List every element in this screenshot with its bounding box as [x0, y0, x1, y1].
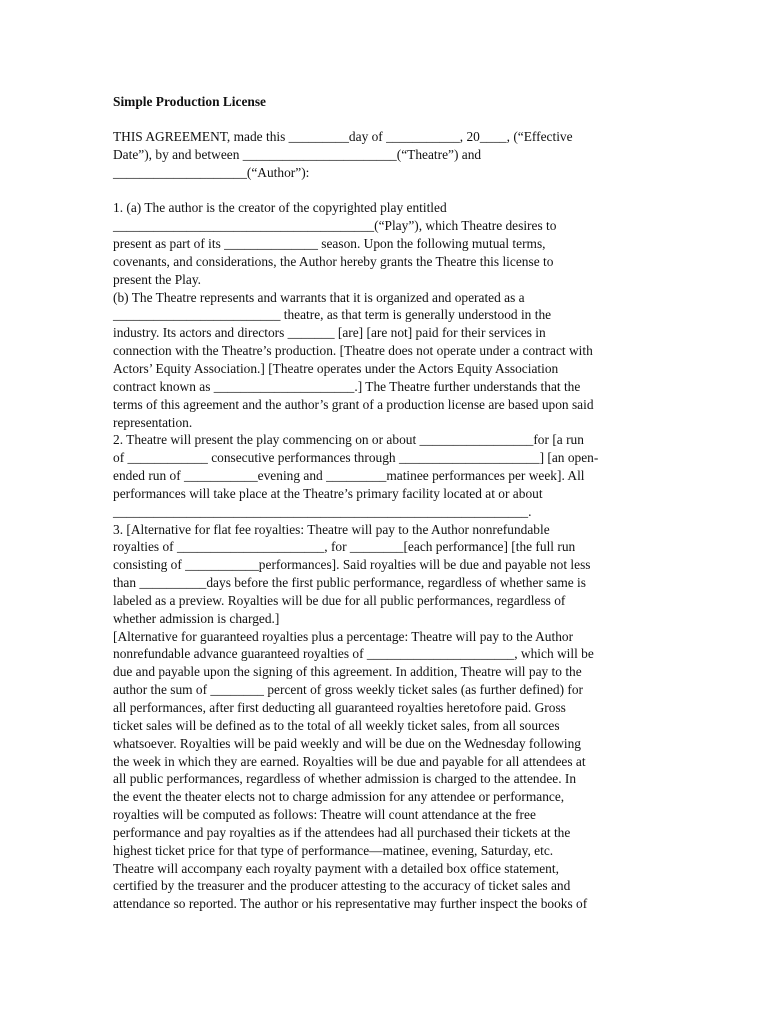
text-line: all performances, after first deducting all guaranteed royalties heretofore paid. Gross	[113, 700, 566, 715]
text-line: _______________________________________(“Play”), which Theatre desires to	[113, 218, 557, 234]
text-line: performance and pay royalties as if the attendees had all purchased their tickets at the	[113, 824, 571, 840]
text-line: whether admission is charged.]	[113, 610, 280, 626]
text-line: _________________________ theatre, as that term is generally understood in the	[113, 307, 552, 323]
text-line: Actors’ Equity Association.] [Theatre operates under the Actors Equity Association	[113, 360, 559, 376]
text-line: covenants, and considerations, the Author hereby grants the Theatre this license to	[113, 253, 554, 269]
intro-line: THIS AGREEMENT, made this _________day of ___________, 20____, (“Effective	[113, 129, 573, 145]
text-line: the event the theater elects not to charge admission for any attendee or performance,	[113, 789, 565, 805]
text-line: royalties of ______________________, for ________[each performance] [the full run	[113, 539, 576, 555]
text-line: terms of this agreement and the author’s grant of a production license are based upon said	[113, 396, 594, 412]
text-line: consisting of ___________performances]. Said royalties will be due and payable not less	[113, 557, 591, 573]
text-line: author the sum of ________ percent of gross weekly ticket sales (as further defined) for	[113, 682, 584, 698]
text-line: connection with the Theatre’s production. [Theatre does not operate under a contract with	[113, 343, 593, 359]
text-line: nonrefundable advance guaranteed royalties of ______________________, which will be	[113, 646, 594, 662]
text-line: representation.	[113, 414, 193, 430]
text-line: highest ticket price for that type of performance—matinee, evening, Saturday, etc.	[113, 842, 554, 858]
text-line: performances will take place at the Theatre’s primary facility located at or about	[113, 485, 543, 501]
text-line: 3. [Alternative for flat fee royalties: Theatre will pay to the Author nonrefundable	[113, 521, 550, 537]
text-line: Theatre will accompany each royalty payment with a detailed box office statement,	[113, 860, 559, 876]
text-line: contract known as _____________________.] The Theatre further understands that the	[113, 378, 581, 394]
text-line: ticket sales will be defined as to the total of all weekly ticket sales, from all sources	[113, 717, 560, 733]
text-line: industry. Its actors and directors _______ [are] [are not] paid for their services in	[113, 325, 546, 341]
text-line: present the Play.	[113, 271, 202, 287]
text-line: present as part of its ______________ season. Upon the following mutual terms,	[113, 236, 546, 252]
text-line: certified by the treasurer and the producer attesting to the accuracy of ticket sales and	[113, 878, 571, 894]
document-body	[113, 93, 661, 913]
intro-line: ____________________(“Author”):	[113, 165, 310, 181]
intro-paragraph	[113, 128, 661, 182]
text-line: than __________days before the first public performance, regardless of whether same is	[113, 575, 586, 591]
intro-line: Date”), by and between _______________________(“Theatre”) and	[113, 147, 482, 163]
text-line: 2. Theatre will present the play commencing on or about _________________for [a run	[113, 432, 584, 448]
text-line: labeled as a preview. Royalties will be due for all public performances, regardless of	[113, 592, 566, 608]
text-line: ended run of ___________evening and _________matinee performances per week]. All	[113, 468, 585, 484]
license-terms	[113, 199, 661, 913]
text-line: all public performances, regardless of whether admission is charged to the attendee. In	[113, 771, 577, 787]
text-line: whatsoever. Royalties will be paid weekly and will be due on the Wednesday following	[113, 735, 581, 751]
text-line: due and payable upon the signing of this agreement. In addition, Theatre will pay to the	[113, 664, 582, 680]
text-line: ______________________________________________________________.	[113, 503, 532, 519]
document-title: Simple Production License	[113, 94, 267, 109]
text-line: (b) The Theatre represents and warrants that it is organized and operated as a	[113, 289, 525, 305]
text-line: the week in which they are earned. Royalties will be due and payable for all attendees at	[113, 753, 586, 769]
text-line: [Alternative for guaranteed royalties plus a percentage: Theatre will pay to the Author	[113, 628, 574, 644]
text-line: 1. (a) The author is the creator of the copyrighted play entitled	[113, 200, 447, 216]
text-line: royalties will be computed as follows: Theatre will count attendance at the free	[113, 807, 536, 823]
text-line: of ____________ consecutive performances through _____________________] [an open-	[113, 450, 599, 466]
text-line: attendance so reported. The author or his representative may further inspect the books of	[113, 896, 588, 912]
